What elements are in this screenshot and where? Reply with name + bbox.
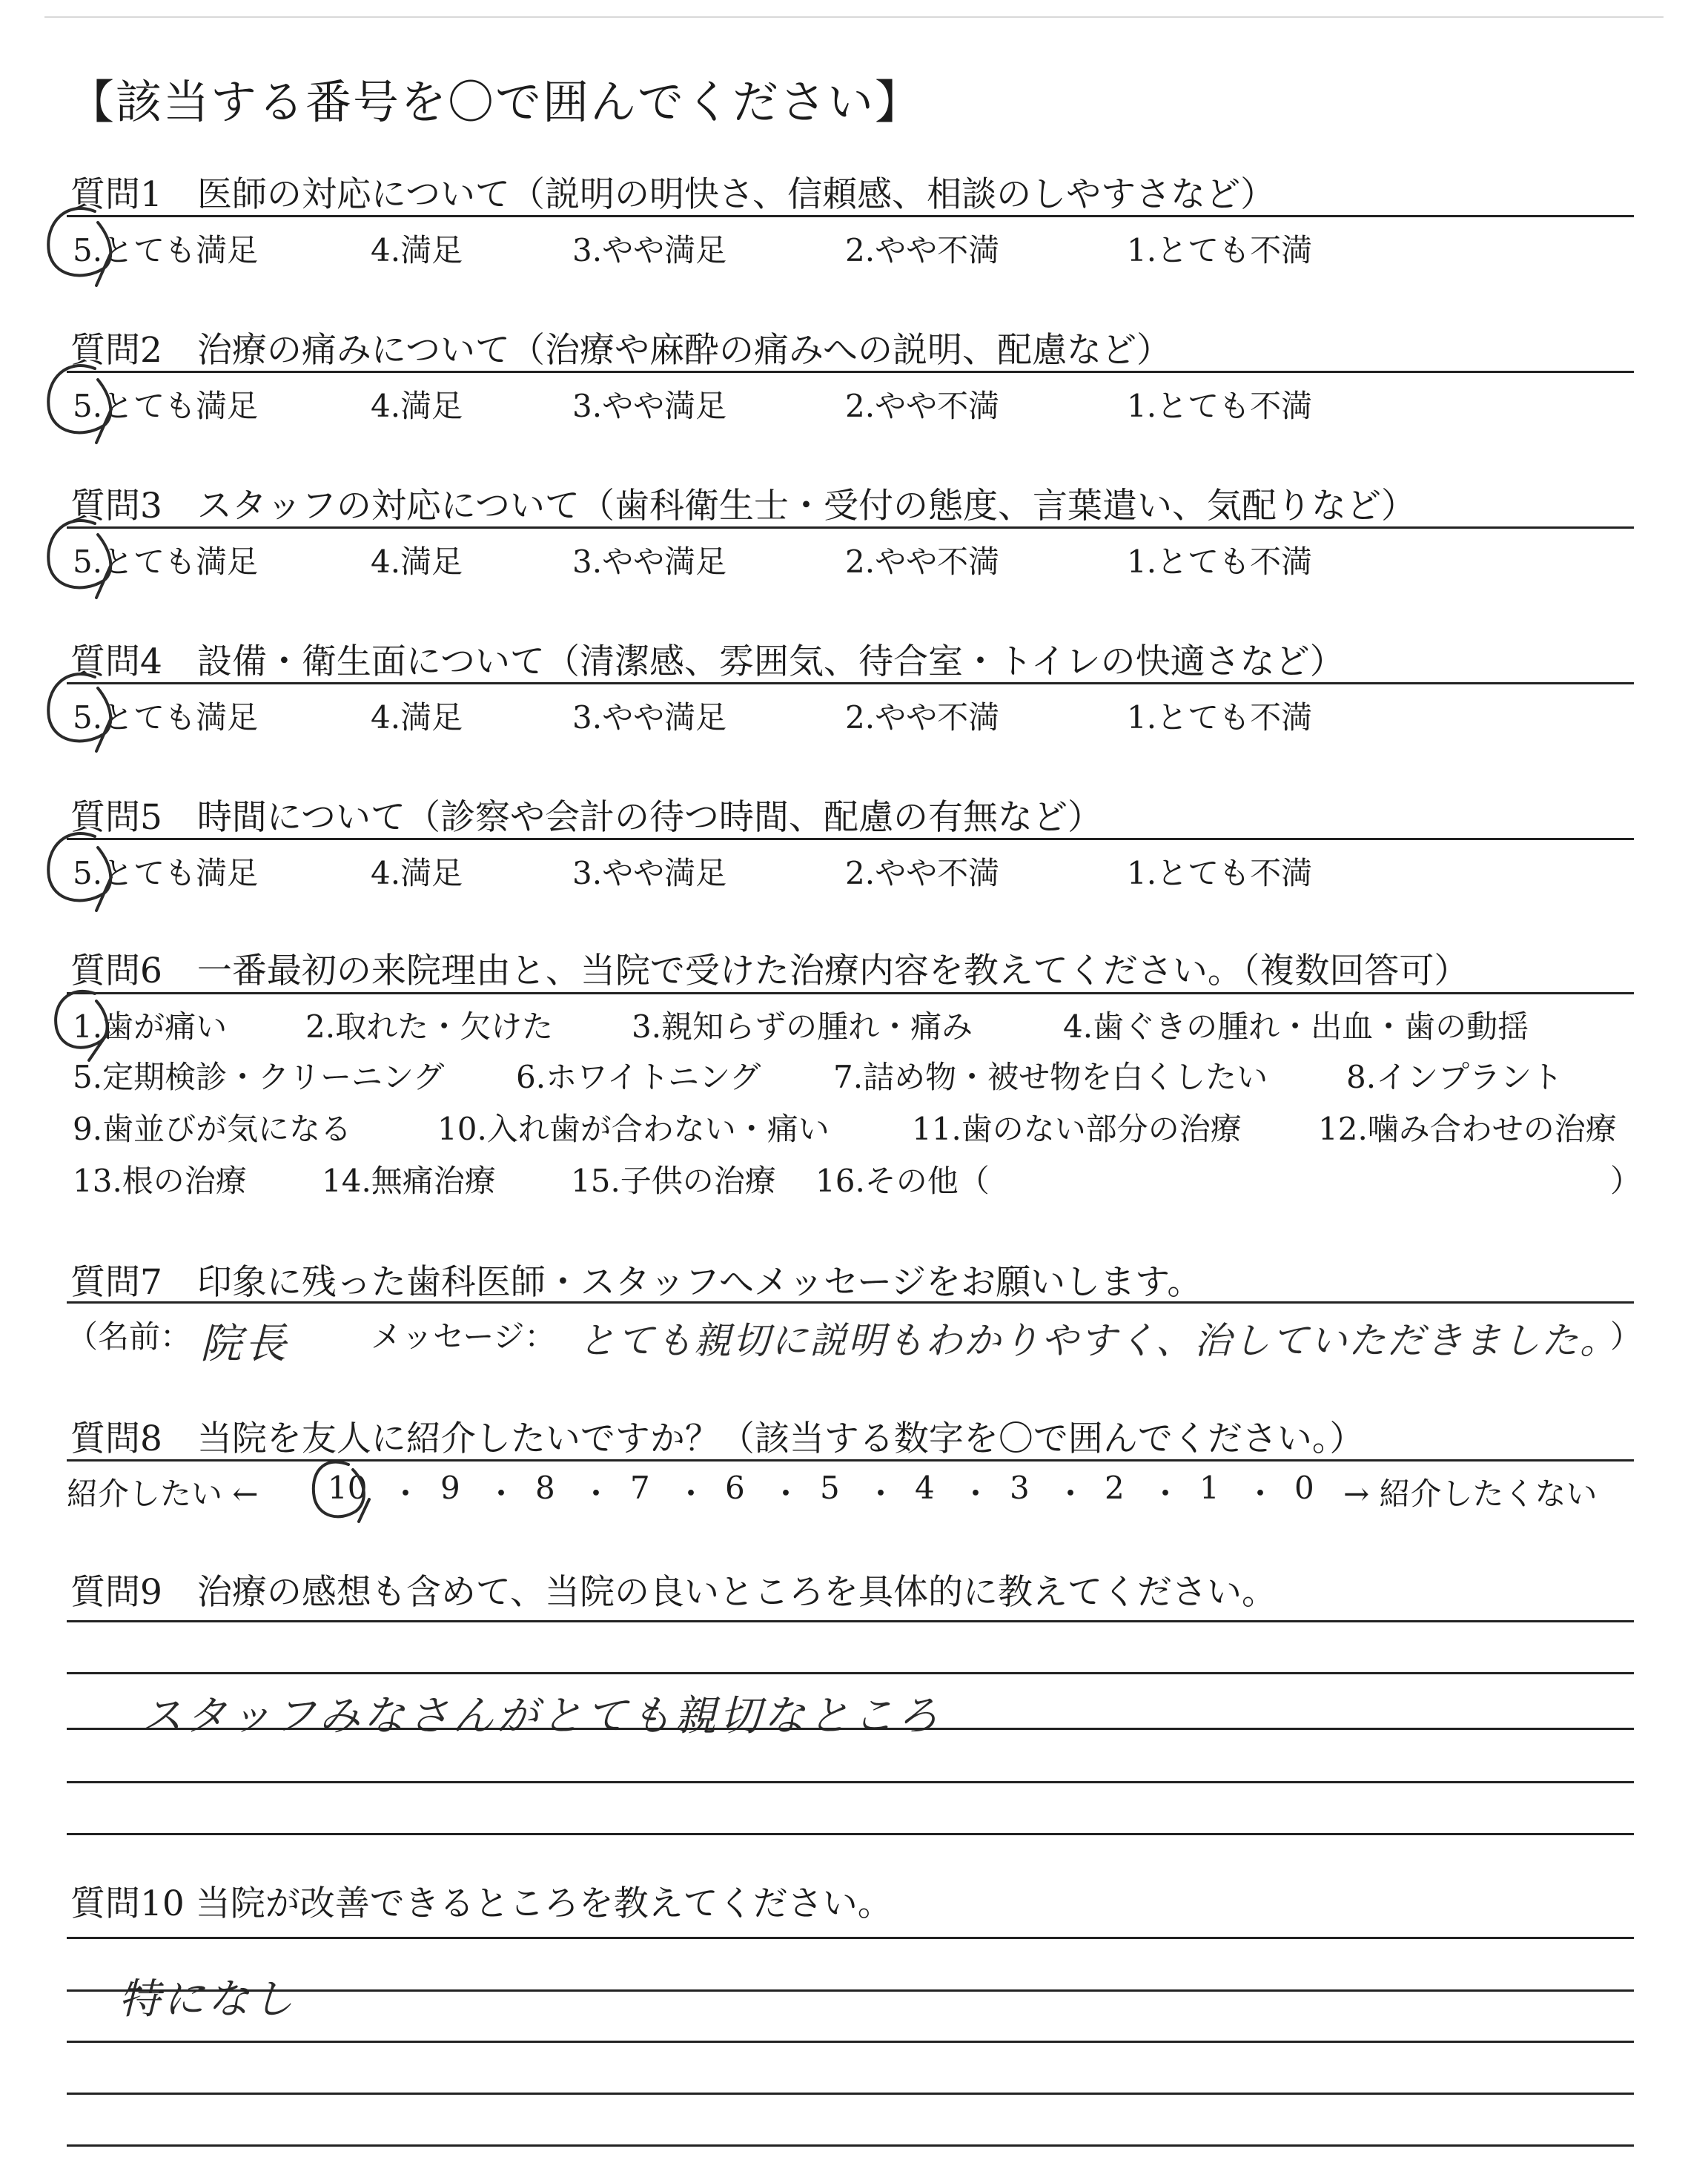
q8-dot: ・	[580, 1476, 612, 1512]
question-1-title: 質問1 医師の対応について（説明の明快さ、信頼感、相談のしやすさなど）	[70, 174, 1276, 215]
q6-option-4[interactable]: 4.歯ぐきの腫れ・出血・歯の動揺	[1063, 1008, 1529, 1045]
q8-dot: ・	[1055, 1476, 1087, 1512]
q8-scale-8[interactable]: 8	[535, 1470, 555, 1506]
question-8-title: 質問8 当院を友人に紹介したいですか？（該当する数字を〇で囲んでください。）	[70, 1418, 1365, 1459]
q4-option-1[interactable]: 1.とても不満	[1127, 699, 1313, 736]
question-10-title: 質問10 当院が改善できるところを教えてください。	[70, 1883, 893, 1924]
q7-message-value[interactable]: とても親切に説明もわかりやすく、治していただきました。	[578, 1319, 1618, 1362]
q10-answer[interactable]: 特になし	[119, 1975, 297, 2024]
q4-option-3[interactable]: 3.やや満足	[572, 699, 727, 736]
q6-option-13[interactable]: 13.根の治療	[73, 1163, 247, 1199]
q8-dot: ・	[486, 1476, 517, 1512]
q6-option-14[interactable]: 14.無痛治療	[322, 1163, 496, 1199]
q6-option-10[interactable]: 10.入れ歯が合わない・痛い	[437, 1111, 830, 1147]
q6-option-2[interactable]: 2.取れた・欠けた	[305, 1008, 554, 1045]
q2-option-3[interactable]: 3.やや満足	[572, 388, 727, 424]
q8-dot: ・	[770, 1476, 802, 1512]
question-1-rule	[67, 215, 1634, 217]
q8-scale-3[interactable]: 3	[1010, 1470, 1030, 1506]
q10-answer-line-5	[67, 2144, 1634, 2147]
q8-dot: ・	[865, 1476, 897, 1512]
q2-option-5[interactable]: 5.とても満足	[73, 388, 259, 424]
q7-message-label: メッセージ：	[371, 1318, 556, 1355]
q10-answer-line-1	[67, 1937, 1634, 1939]
q9-answer-line-5	[67, 1833, 1634, 1835]
q10-answer-line-3	[67, 2041, 1634, 2043]
q9-answer-line-2	[67, 1672, 1634, 1674]
q6-option-7[interactable]: 7.詰め物・被せ物を白くしたい	[833, 1059, 1268, 1095]
q9-answer[interactable]: スタッフみなさんがとても親切なところ	[141, 1692, 941, 1740]
q9-answer-line-4	[67, 1781, 1634, 1783]
q7-message-close: ）	[1610, 1318, 1642, 1355]
q8-dot: ・	[1245, 1476, 1277, 1512]
q7-name-label: （名前：	[67, 1318, 192, 1355]
question-2-rule	[67, 371, 1634, 373]
q8-scale-7[interactable]: 7	[630, 1470, 650, 1506]
q4-option-4[interactable]: 4.満足	[371, 699, 463, 736]
q6-option-9[interactable]: 9.歯並びが気になる	[73, 1111, 352, 1147]
q1-option-5[interactable]: 5.とても満足	[73, 232, 259, 268]
q6-option-1[interactable]: 1.歯が痛い	[73, 1008, 228, 1045]
q8-scale-1[interactable]: 1	[1199, 1470, 1219, 1506]
q1-option-2[interactable]: 2.やや不満	[845, 232, 1000, 268]
top-edge-line	[44, 16, 1664, 18]
q2-option-4[interactable]: 4.満足	[371, 388, 463, 424]
question-7-rule	[67, 1301, 1634, 1304]
q8-dot: ・	[1150, 1476, 1182, 1512]
q9-answer-line-3	[67, 1728, 1634, 1730]
q5-option-3[interactable]: 3.やや満足	[572, 855, 727, 891]
question-6-title: 質問6 一番最初の来院理由と、当院で受けた治療内容を教えてください。（複数回答可）	[70, 951, 1469, 991]
question-2-title: 質問2 治療の痛みについて（治療や麻酔の痛みへの説明、配慮など）	[70, 330, 1172, 371]
q7-name-value[interactable]: 院長	[200, 1320, 289, 1368]
q6-option-16-close: ）	[1610, 1163, 1642, 1199]
question-5-rule	[67, 838, 1634, 840]
q6-option-11[interactable]: 11.歯のない部分の治療	[912, 1111, 1242, 1147]
q1-option-4[interactable]: 4.満足	[371, 232, 463, 268]
question-8-rule	[67, 1459, 1634, 1462]
q8-scale-5[interactable]: 5	[820, 1470, 840, 1506]
q8-scale-9[interactable]: 9	[440, 1470, 460, 1506]
q8-scale-2[interactable]: 2	[1105, 1470, 1125, 1506]
q4-option-5[interactable]: 5.とても満足	[73, 699, 259, 736]
q5-option-4[interactable]: 4.満足	[371, 855, 463, 891]
q3-option-2[interactable]: 2.やや不満	[845, 544, 1000, 580]
q6-option-12[interactable]: 12.噛み合わせの治療	[1318, 1111, 1617, 1147]
q8-scale-6[interactable]: 6	[725, 1470, 745, 1506]
q3-option-5[interactable]: 5.とても満足	[73, 544, 259, 580]
question-5-title: 質問5 時間について（診察や会計の待つ時間、配慮の有無など）	[70, 797, 1102, 838]
q8-scale-0[interactable]: 0	[1294, 1470, 1314, 1506]
q4-option-2[interactable]: 2.やや不満	[845, 699, 1000, 736]
q10-answer-line-2	[67, 1989, 1634, 1992]
question-3-rule	[67, 526, 1634, 529]
q8-dot: ・	[675, 1476, 707, 1512]
q1-option-3[interactable]: 3.やや満足	[572, 232, 727, 268]
q2-option-2[interactable]: 2.やや不満	[845, 388, 1000, 424]
q5-option-5[interactable]: 5.とても満足	[73, 855, 259, 891]
q6-option-3[interactable]: 3.親知らずの腫れ・痛み	[632, 1008, 973, 1045]
q3-option-1[interactable]: 1.とても不満	[1127, 544, 1313, 580]
q8-dot: ・	[390, 1476, 422, 1512]
question-4-title: 質問4 設備・衛生面について（清潔感、雰囲気、待合室・トイレの快適さなど）	[70, 641, 1345, 682]
question-9-title: 質問9 治療の感想も含めて、当院の良いところを具体的に教えてください。	[70, 1572, 1277, 1613]
q3-option-3[interactable]: 3.やや満足	[572, 544, 727, 580]
q2-option-1[interactable]: 1.とても不満	[1127, 388, 1313, 424]
q8-scale-10[interactable]: 10	[328, 1470, 368, 1506]
q6-option-8[interactable]: 8.インプラント	[1346, 1059, 1563, 1095]
page-header: 【該当する番号を〇で囲んでください】	[68, 75, 923, 129]
question-6-rule	[67, 992, 1634, 994]
q6-option-16[interactable]: 16.その他（	[815, 1163, 990, 1199]
q3-option-4[interactable]: 4.満足	[371, 544, 463, 580]
q8-dot: ・	[960, 1476, 992, 1512]
q8-scale-4[interactable]: 4	[915, 1470, 935, 1506]
q5-option-1[interactable]: 1.とても不満	[1127, 855, 1313, 891]
question-3-title: 質問3 スタッフの対応について（歯科衛生士・受付の態度、言葉遣い、気配りなど）	[70, 486, 1416, 526]
q9-answer-line-1	[67, 1620, 1634, 1622]
q5-option-2[interactable]: 2.やや不満	[845, 855, 1000, 891]
q8-right-label: → 紹介したくない	[1343, 1476, 1598, 1512]
question-4-rule	[67, 682, 1634, 684]
q6-option-6[interactable]: 6.ホワイトニング	[516, 1059, 761, 1095]
q8-left-label: 紹介したい ←	[67, 1476, 259, 1512]
q6-option-5[interactable]: 5.定期検診・クリーニング	[73, 1059, 445, 1095]
q1-option-1[interactable]: 1.とても不満	[1127, 232, 1313, 268]
q10-answer-line-4	[67, 2093, 1634, 2095]
q6-option-15[interactable]: 15.子供の治療	[571, 1163, 776, 1199]
question-7-title: 質問7 印象に残った歯科医師・スタッフへメッセージをお願いします。	[70, 1262, 1202, 1303]
